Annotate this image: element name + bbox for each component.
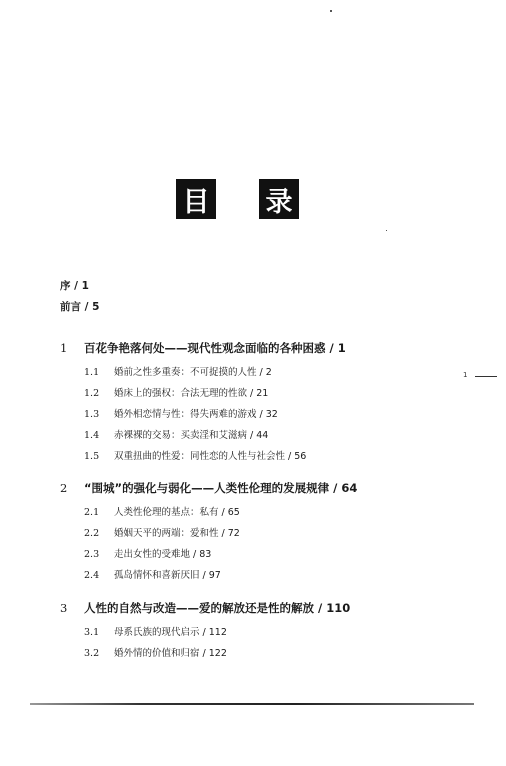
section-number: 1.1 xyxy=(84,367,100,378)
toc-chapter xyxy=(60,340,346,356)
section-title: 孤岛情怀和喜新厌旧 / 97 xyxy=(114,570,221,581)
section-title: 走出女性的受难地 / 83 xyxy=(114,549,212,560)
chapter-number: 1 xyxy=(60,341,68,355)
bottom-rule xyxy=(30,703,474,705)
section-title: 婚床上的强权：合法无理的性欲 / 21 xyxy=(114,388,269,399)
chapter-number: 3 xyxy=(60,601,68,615)
section-number: 3.2 xyxy=(84,648,100,659)
section-number: 1.3 xyxy=(84,409,100,420)
section-number: 1.2 xyxy=(84,388,100,399)
section-number: 2.3 xyxy=(84,549,100,560)
toc-front-label: 序 / 1 xyxy=(60,280,89,292)
section-number: 2.2 xyxy=(84,528,100,539)
toc-section xyxy=(84,427,268,441)
toc-section xyxy=(84,546,211,560)
margin-page-mark: 1 xyxy=(463,371,468,379)
section-title: 母系氏族的现代启示 / 112 xyxy=(114,627,227,638)
toc-section xyxy=(84,567,221,581)
section-title: 婚前之性多重奏：不可捉摸的人性 / 2 xyxy=(114,367,272,378)
toc-section xyxy=(84,406,278,420)
toc-chapter xyxy=(60,600,350,616)
title-char-mu xyxy=(176,179,216,219)
section-title: 人类性伦理的基点：私有 / 65 xyxy=(114,507,240,518)
chapter-title: “围城”的强化与弱化——人类性伦理的发展规律 / 64 xyxy=(84,481,358,495)
chapter-title: 人性的自然与改造——爱的解放还是性的解放 / 110 xyxy=(84,601,351,615)
toc-section xyxy=(84,525,240,539)
title-char-1: 目 xyxy=(182,186,210,218)
scan-speck xyxy=(386,230,387,231)
section-number: 2.4 xyxy=(84,570,100,581)
toc-section xyxy=(84,624,227,638)
toc-section xyxy=(84,645,227,659)
toc-front-label: 前言 / 5 xyxy=(60,301,100,313)
section-title: 婚外相恋情与性：得失两难的游戏 / 32 xyxy=(114,409,278,420)
title-char-lu xyxy=(259,179,299,219)
section-number: 1.4 xyxy=(84,430,100,441)
toc-section xyxy=(84,504,240,518)
section-number: 3.1 xyxy=(84,627,100,638)
section-title: 赤裸裸的交易：买卖淫和艾滋病 / 44 xyxy=(114,430,269,441)
title-char-2: 录 xyxy=(265,186,293,218)
toc-chapter xyxy=(60,480,357,496)
section-number: 1.5 xyxy=(84,451,100,462)
section-title: 双重扭曲的性爱：同性恋的人性与社会性 / 56 xyxy=(114,451,307,462)
toc-preface xyxy=(60,278,89,293)
scan-speck xyxy=(330,10,332,12)
section-title: 婚姻天平的两端：爱和性 / 72 xyxy=(114,528,240,539)
section-title: 婚外情的价值和归宿 / 122 xyxy=(114,648,227,659)
chapter-title: 百花争艳落何处——现代性观念面临的各种困惑 / 1 xyxy=(84,341,346,355)
chapter-number: 2 xyxy=(60,481,68,495)
toc-foreword xyxy=(60,299,99,314)
margin-dash xyxy=(475,376,497,377)
toc-section xyxy=(84,448,306,462)
section-number: 2.1 xyxy=(84,507,100,518)
toc-section xyxy=(84,364,272,378)
toc-section xyxy=(84,385,268,399)
